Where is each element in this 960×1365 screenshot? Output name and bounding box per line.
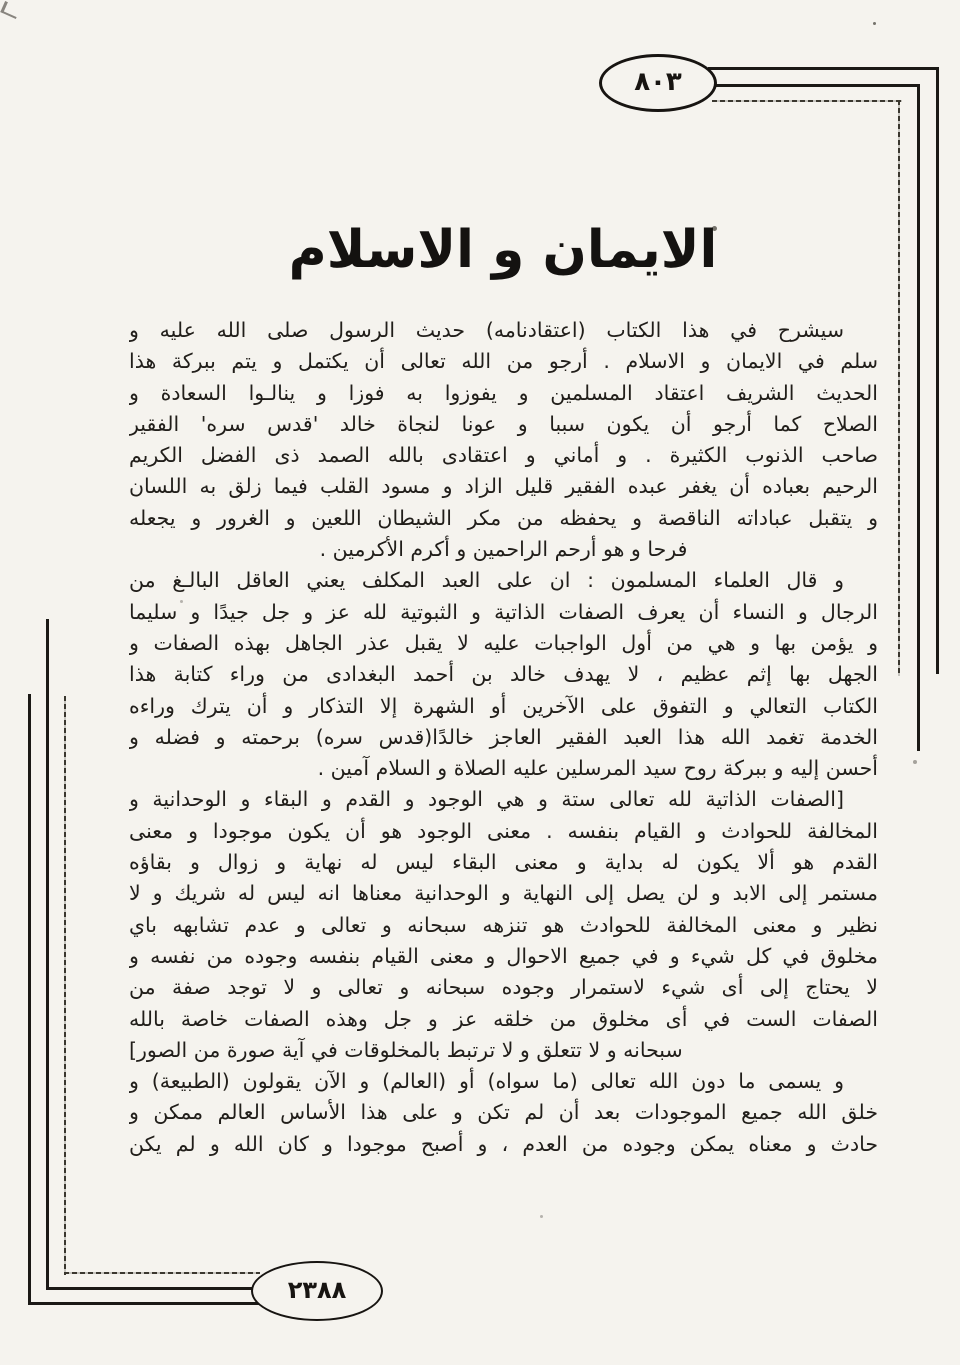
footer-number: ٢٣٨٨ bbox=[287, 1276, 347, 1304]
border-bottom-inner bbox=[64, 1272, 260, 1274]
border-right-outer bbox=[936, 67, 939, 674]
ink-speck bbox=[873, 22, 876, 25]
text-line: سبحانه و لا تتعلق و لا ترتبط بالمخلوقات في آية صورة من الصور] bbox=[129, 1037, 683, 1062]
text-line: الكتاب التعالي و التفوق على الآخرين أو الشهرة إلا التذكار و أن يترك وراءه bbox=[129, 693, 878, 718]
paragraph bbox=[129, 1066, 878, 1160]
text-line: الجهل بها إثم عظيم ، لا يهدف خالد بن أحمد البغدادى من وراء كتابة هذا bbox=[129, 662, 878, 687]
text-line: فرحا و هو أرحم الراحمين و أكرم الأكرمين . bbox=[319, 537, 688, 562]
text-line: صاحب الذنوب الكثيرة . و أماني و اعتقادى بالله الصمد ذى الفضل الكريم bbox=[129, 443, 878, 468]
footer-number-cartouche bbox=[251, 1261, 383, 1321]
text-line: و يتقبل عباداته الناقصة و يحفظه من مكر الشيطان اللعين و الغرور و يجعله bbox=[129, 505, 878, 530]
text-line: الحديث الشريف اعتقاد المسلمين و يفوزوا به فوزا و ينالـوا السعادة و bbox=[129, 380, 878, 405]
text-line: نظير و معنى المخالفة للحوادث هو تنزهه سبحانه و تعالى و عدم تشابهه باي bbox=[129, 912, 878, 937]
border-top-outer bbox=[708, 67, 939, 70]
text-line: مستمر إلى الابد و لن يصل إلى النهاية و الوحدانية معناها انه ليس له شريك و لا bbox=[129, 881, 878, 906]
ink-speck bbox=[913, 760, 917, 764]
text-line: المخالفة للحوادث و القيام بنفسه . معنى الوجود هو أن يكون موجودا و معنى bbox=[129, 818, 878, 843]
text-line: الرجال و النساء أن يعرف الصفات الذاتية و الثبوتية لله عز و جل جيدًا و سليما bbox=[129, 599, 878, 624]
paragraph bbox=[129, 784, 878, 1066]
border-top-middle bbox=[708, 84, 920, 87]
text-line: خلق الله جميع الموجودات بعد أن لم تكن و على هذا الأساس العالم ممكن و bbox=[129, 1100, 878, 1125]
border-bottom-middle bbox=[46, 1287, 260, 1290]
text-line: أحسن إليه و ببركة روح سيد المرسلين عليه الصلاة و السلام آمين . bbox=[317, 756, 878, 781]
border-left-inner bbox=[64, 696, 66, 1275]
text-line: حادث و معناه يمكن وجوده من العدم ، و أصبح موجودا و كان الله و لم يكن bbox=[129, 1131, 878, 1156]
text-line: و يسمى ما دون الله تعالى (ما سواه) أو (العالم) و الآن يقولون (الطبيعة) و bbox=[129, 1069, 844, 1094]
text-line: و يؤمن بها و هي من أول الواجبات عليه لا يقبل عذر الجاهل بهذه الصفات و bbox=[129, 630, 878, 655]
text-line: و قال العلماء المسلمون : ان على العبد المكلف يعني العاقل البالـغ من bbox=[129, 568, 844, 593]
chapter-title: الايمان و الاسلام bbox=[288, 220, 718, 280]
text-line: سيشرح في هذا الكتاب (اعتقادنامه) حديث الرسول صلى الله عليه و bbox=[129, 318, 844, 342]
text-line: القدم هو ألا يكون له بداية و معنى البقاء ليس له نهاية و زوال و بقاؤه bbox=[129, 850, 878, 875]
page-number-cartouche bbox=[599, 54, 717, 112]
border-left-middle bbox=[46, 619, 49, 1290]
text-line: [الصفات الذاتية لله تعالى ستة و هي الوجود و القدم و البقاء و الوحدانية و bbox=[129, 787, 844, 812]
ink-speck bbox=[540, 1215, 543, 1218]
border-top-inner bbox=[712, 100, 902, 102]
text-line: الصلاح كما أرجو أن يكون سببا و عونا لنجاة خالد 'قدس سره' الفقير bbox=[129, 411, 878, 436]
page-number: ٨٠٣ bbox=[634, 67, 682, 97]
text-line: الخدمة تغمد الله هذا العبد الفقير العاجز خالدًا(قدس سره) برحمته و فضله و bbox=[129, 724, 878, 749]
border-left-outer bbox=[28, 694, 31, 1305]
text-line: لا يحتاج إلى أى شيء لاستمرار وجوده سبحانه و تعالى و لا توجد صفة من bbox=[129, 975, 878, 1000]
border-right-middle bbox=[917, 84, 920, 751]
scan-corner-mark bbox=[0, 1, 20, 19]
text-line: الصفات الست في أى مخلوق من خلقه عز و جل وهذه الصفات خاصة بالله bbox=[129, 1006, 878, 1031]
text-line: مخلوق في كل شيء و في جميع الاحوال و معنى القيام بنفسه وجوده من نفسه و bbox=[129, 943, 878, 968]
body-text bbox=[129, 315, 878, 1160]
text-line: الرحيم بعباده أن يغفر عبده الفقير قليل الزاد و مسود القلب فيما زلق به اللسان bbox=[129, 474, 878, 499]
paragraph bbox=[129, 565, 878, 784]
paragraph bbox=[129, 315, 878, 565]
border-right-inner bbox=[898, 100, 900, 676]
border-bottom-outer bbox=[28, 1302, 260, 1305]
text-line: سلم في الايمان و الاسلام . أرجو من الله تعالى أن يكتمل و يتم ببركة هذا bbox=[129, 349, 878, 374]
